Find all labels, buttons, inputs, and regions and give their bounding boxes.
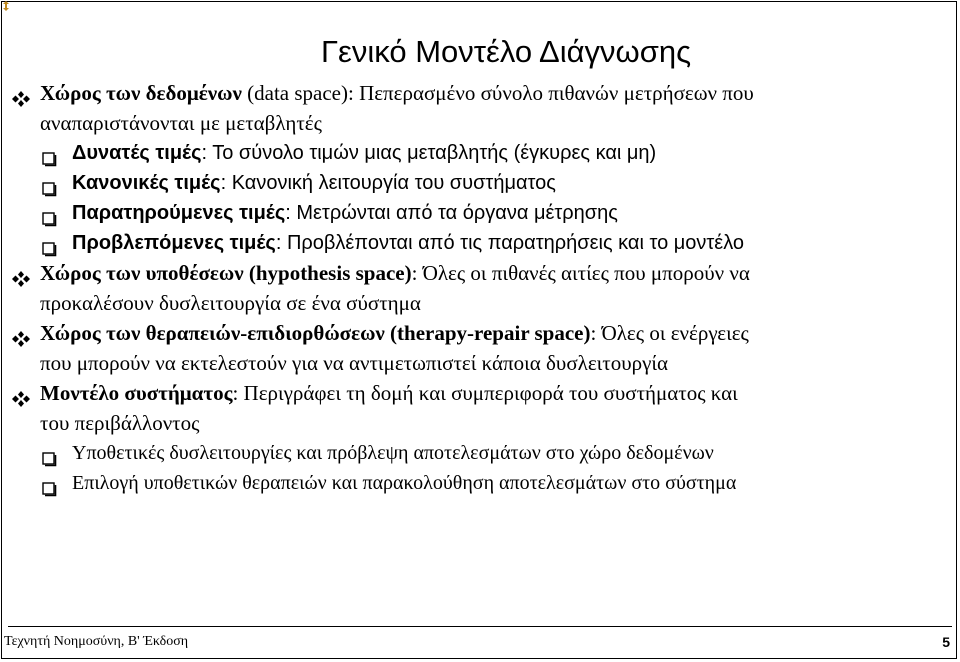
item-term: Δυνατές τιμές	[72, 142, 202, 164]
list-item	[12, 318, 952, 348]
list-item	[12, 78, 952, 108]
list-item-continuation: αναπαριστάνονται με μεταβλητές	[40, 111, 322, 135]
corner-arrows-icon	[2, 1, 10, 11]
item-term: Προβλεπόμενες τιμές	[72, 232, 276, 254]
list-item	[12, 438, 952, 468]
item-text: : Προβλέπονται από τις παρατηρήσεις και το μοντέλο	[275, 232, 745, 254]
item-text: Υποθετικές δυσλειτουργίες και πρόβλεψη αποτελεσμάτων στο χώρο δεδομένων	[72, 442, 714, 464]
item-text: (data space): Πεπερασμένο σύνολο πιθανών μετρήσεων που	[241, 81, 754, 105]
list-item-continuation: που μπορούν να εκτελεστούν για να αντιμετωπιστεί κάποια δυσλειτουργία	[40, 351, 669, 375]
item-term: Χώρος των υποθέσεων (hypothesis space)	[40, 261, 412, 285]
item-text: : Όλες οι ενέργειες	[590, 321, 749, 345]
footer-divider	[8, 626, 952, 627]
item-term: Παρατηρούμενες τιμές	[72, 202, 286, 224]
list-item-continuation: προκαλέσουν δυσλειτουργία σε ένα σύστημα	[40, 291, 421, 315]
list-item	[12, 198, 952, 228]
item-term: Μοντέλο συστήματος	[40, 381, 233, 405]
list-item	[12, 228, 952, 258]
list-item	[12, 138, 952, 168]
item-text: : Κανονική λειτουργία του συστήματος	[220, 172, 556, 194]
item-text: : Περιγράφει τη δομή και συμπεριφορά του συστήματος και	[232, 381, 738, 405]
footer-book-title: Τεχνητή Νοημοσύνη, B' Έκδοση	[4, 634, 189, 649]
list-item	[12, 468, 952, 498]
item-term: Κανονικές τιμές	[72, 172, 221, 194]
page-number: 5	[942, 634, 950, 650]
list-item-continuation: του περιβάλλοντος	[40, 411, 200, 435]
item-text: : Το σύνολο τιμών μιας μεταβλητής (έγκυρες και μη)	[201, 142, 657, 164]
item-text: Επιλογή υποθετικών θεραπειών και παρακολούθηση αποτελεσμάτων στο σύστημα	[72, 472, 737, 494]
checkbox-square-icon	[42, 476, 57, 506]
bullet-list	[12, 78, 952, 498]
list-item	[12, 168, 952, 198]
item-term: Χώρος των θεραπειών-επιδιορθώσεων (therapy-repair space)	[40, 321, 591, 345]
item-term: Χώρος των δεδομένων	[40, 81, 242, 105]
slide-title: Γενικό Μοντέλο Διάγνωσης	[320, 34, 692, 69]
item-text: : Μετρώνται από τα όργανα μέτρησης	[285, 202, 618, 224]
list-item	[12, 378, 952, 408]
item-text: : Όλες οι πιθανές αιτίες που μπορούν να	[411, 261, 750, 285]
list-item	[12, 258, 952, 288]
